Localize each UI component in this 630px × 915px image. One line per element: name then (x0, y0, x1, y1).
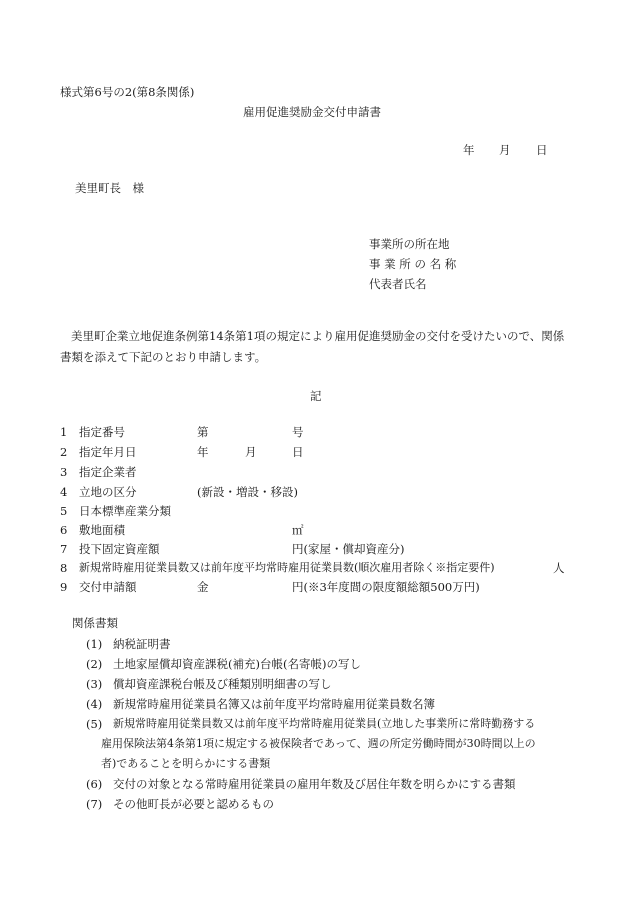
item-row (0, 424, 630, 440)
attachment-text: 新規常時雇用従業員名簿又は前年度平均常時雇用従業員数名簿 (113, 697, 435, 711)
item-row (0, 444, 630, 460)
office-name-label: 事 業 所 の 名 称 (369, 257, 457, 271)
attachment-item (0, 696, 630, 712)
attachment-item (0, 656, 630, 672)
attachment-text: 交付の対象となる常時雇用従業員の雇用年数及び居住年数を明らかにする書類 (113, 777, 516, 791)
attachments-heading: 関係書類 (72, 616, 118, 630)
item-label: 指定年月日 (79, 445, 137, 459)
item-value: (新設・増設・移設) (197, 485, 298, 499)
item-label: 投下固定資産額 (79, 542, 160, 556)
item-label: 交付申請額 (79, 580, 137, 594)
item-label: 立地の区分 (79, 485, 137, 499)
office-address-label: 事業所の所在地 (369, 237, 450, 251)
attachment-item (0, 776, 630, 792)
item-number: 6 (60, 523, 68, 537)
item-value: 円(家屋・償却資産分) (292, 542, 405, 556)
item-label: 指定企業者 (79, 465, 137, 479)
attachment-number: (5) (86, 717, 103, 731)
ki-label: 記 (310, 389, 322, 403)
attachment-text: 土地家屋償却資産課税(補充)台帳(名寄帳)の写し (113, 657, 361, 671)
item-row (0, 503, 630, 519)
item-value: 月 (245, 445, 257, 459)
item-number: 2 (60, 445, 68, 459)
item-value: 日 (292, 445, 304, 459)
attachment-item (0, 676, 630, 692)
attachment-item (0, 796, 630, 812)
item-row (0, 560, 630, 576)
attachment-item-continued (0, 736, 630, 752)
item-row (0, 484, 630, 500)
date-day-label: 日 (536, 143, 548, 157)
item-number: 5 (60, 504, 68, 518)
item-number: 4 (60, 485, 68, 499)
item-number: 1 (60, 425, 68, 439)
attachment-text: 新規常時雇用従業員数又は前年度平均常時雇用従業員(立地した事業所に常時勤務する (113, 717, 536, 730)
attachment-number: (3) (86, 677, 103, 691)
attachment-item (0, 636, 630, 652)
attachment-number: (7) (86, 797, 103, 811)
item-number: 8 (60, 561, 68, 575)
attachment-text: 雇用保険法第4条第1項に規定する被保険者であって、週の所定労働時間が30時間以上の (101, 737, 536, 750)
application-statement: 美里町企業立地促進条例第14条第1項の規定により雇用促進奨励金の交付を受けたいので、関係書類を添えて下記のとおり申請します。 (60, 329, 565, 364)
item-row (0, 522, 630, 538)
item-label: 日本標準産業分類 (79, 504, 171, 518)
attachment-number: (6) (86, 777, 103, 791)
representative-name-label: 代表者氏名 (369, 277, 427, 291)
item-value: 人 (553, 561, 565, 575)
item-label: 新規常時雇用従業員数又は前年度平均常時雇用従業員数(順次雇用者除く※指定要件) (79, 561, 495, 574)
item-value: 第 (197, 425, 209, 439)
attachment-text: 償却資産課税台帳及び種類別明細書の写し (113, 677, 332, 691)
date-year-label: 年 (463, 143, 475, 157)
attachment-item-continued (0, 756, 630, 772)
item-value: 号 (292, 425, 304, 439)
attachment-number: (4) (86, 697, 103, 711)
form-number: 様式第6号の2(第8条関係) (60, 85, 195, 99)
item-value: 円(※3年度間の限度額総額500万円) (292, 580, 480, 594)
attachment-text: 納税証明書 (113, 637, 171, 651)
item-row (0, 541, 630, 557)
item-row (0, 464, 630, 480)
item-number: 3 (60, 465, 68, 479)
item-value: 年 (197, 445, 209, 459)
item-number: 9 (60, 580, 68, 594)
attachment-text: その他町長が必要と認めるもの (113, 797, 274, 811)
attachment-number: (2) (86, 657, 103, 671)
item-label: 指定番号 (79, 425, 125, 439)
attachment-item (0, 716, 630, 732)
item-number: 7 (60, 542, 68, 556)
document-title: 雇用促進奨励金交付申請書 (243, 105, 381, 119)
item-value: ㎡ (292, 523, 304, 537)
attachment-text: 者)であることを明らかにする書類 (101, 757, 271, 770)
attachment-number: (1) (86, 637, 103, 651)
item-label: 敷地面積 (79, 523, 125, 537)
addressee: 美里町長 様 (75, 181, 144, 195)
item-value: 金 (197, 580, 209, 594)
item-row (0, 579, 630, 595)
date-month-label: 月 (499, 143, 511, 157)
